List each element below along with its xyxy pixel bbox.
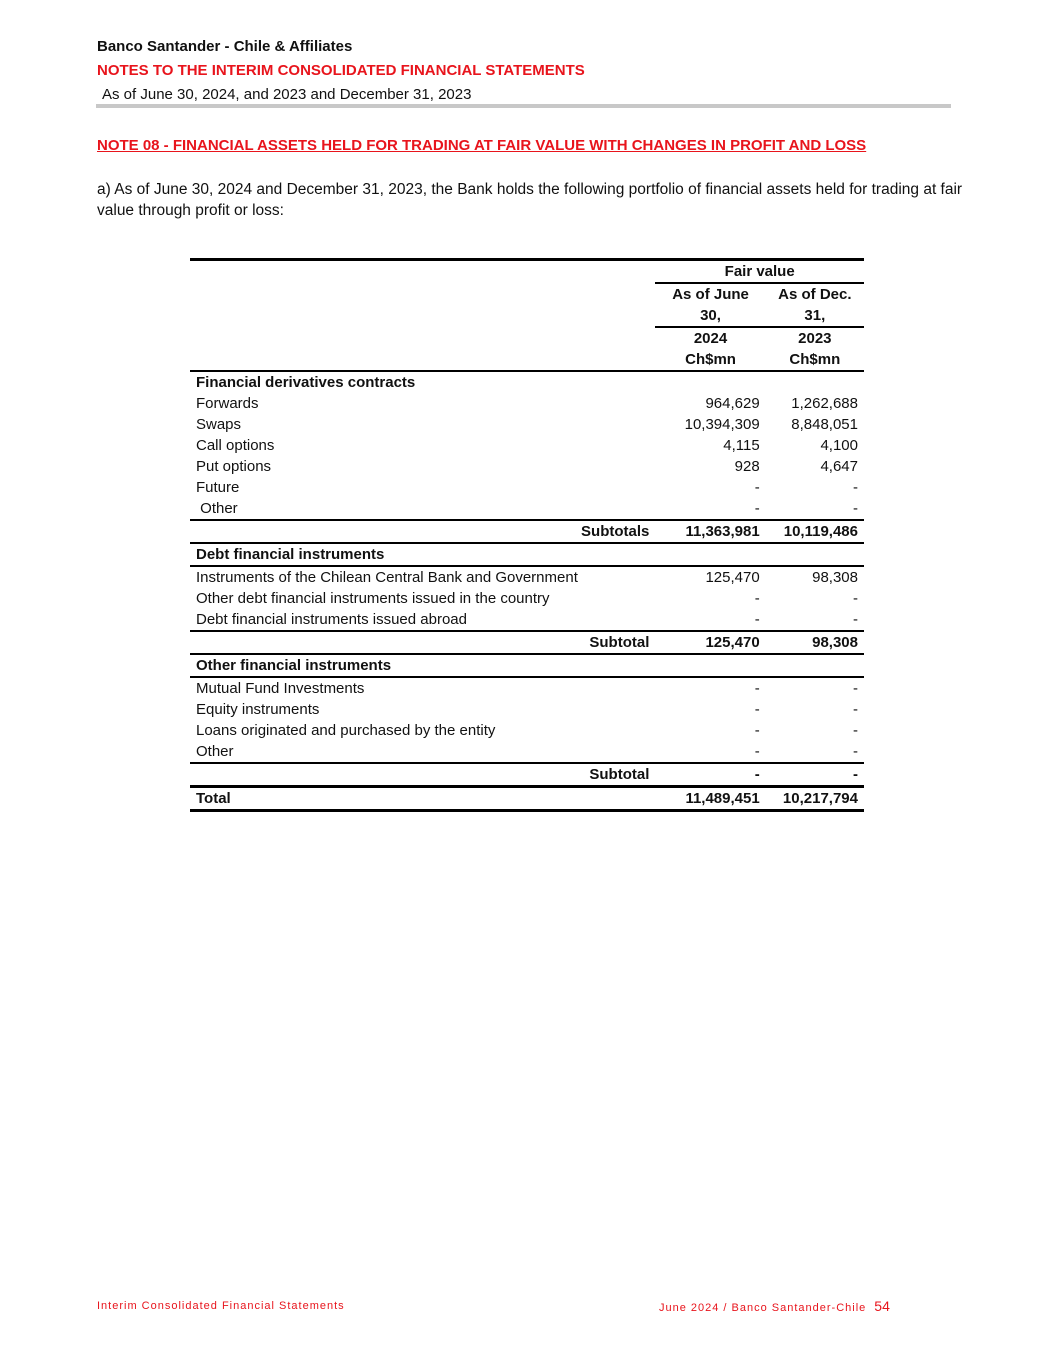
section-title-row [190,371,864,393]
footer-document-title: Interim Consolidated Financial Statements [97,1300,345,1312]
subtotal-label: Subtotals [190,520,655,543]
section-title: Debt financial instruments [190,543,864,566]
row-value-2023: - [853,611,858,628]
col1-unit: Ch$mn [655,349,765,371]
subtotal-label: Subtotal [190,763,655,787]
row-value-2023: 4,100 [820,437,858,454]
row-label: Mutual Fund Investments [196,680,365,697]
fair-value-header: Fair value [655,260,864,284]
table-row [190,677,864,699]
row-label: Other debt financial instruments issued in the country [196,590,550,607]
row-label: Loans originated and purchased by the entity [196,722,496,739]
notes-title: NOTES TO THE INTERIM CONSOLIDATED FINANCIAL STATEMENTS [97,62,585,79]
subtotal-value-2024: 125,470 [655,631,765,654]
row-value-2024: 928 [734,458,760,475]
total-row [190,787,864,811]
row-label: Swaps [196,416,242,433]
row-value-2023: 1,262,688 [791,395,858,412]
row-value-2023: - [853,701,858,718]
subtotal-label: Subtotal [190,631,655,654]
subtotal-row [190,763,864,787]
footer-publication [659,1298,890,1314]
section-title: Other financial instruments [190,654,864,677]
subtotal-value-2023: - [766,763,864,787]
row-value-2024: 10,394,309 [684,416,760,433]
col1-header-line2: 30, [655,305,765,327]
subtotal-value-2024: - [655,763,765,787]
row-value-2024: - [754,590,760,607]
row-label: Other [196,743,234,760]
table-row [190,741,864,763]
column-header-row-4 [190,349,864,371]
subtotal-value-2023: 98,308 [766,631,864,654]
row-value-2023: - [853,722,858,739]
section-title: Financial derivatives contracts [196,374,416,391]
section-title-row [190,654,864,677]
column-header-row-2 [190,305,864,327]
total-value-2023: 10,217,794 [766,787,864,811]
row-value-2024: - [754,611,760,628]
row-label: Call options [196,437,275,454]
col2-header-line2: 31, [766,305,864,327]
row-label: Debt financial instruments issued abroad [196,611,467,628]
col2-unit: Ch$mn [766,349,864,371]
footer-publication-text: June 2024 / Banco Santander-Chile [659,1302,867,1314]
column-header-row-1 [190,283,864,305]
row-value-2023: - [853,743,858,760]
row-label: Other [196,500,238,517]
as-of-date: As of June 30, 2024, and 2023 and December 31, 2023 [102,86,472,103]
col1-header-line1: As of June [672,286,749,303]
row-value-2023: - [853,680,858,697]
table-row [190,435,864,456]
row-value-2023: - [853,479,858,496]
col1-year: 2024 [693,330,728,347]
row-value-2024: - [754,500,760,517]
table-group-header-row [190,260,864,284]
document-header [97,36,952,106]
subtotal-row [190,520,864,543]
table-row [190,699,864,720]
table-row [190,498,864,520]
financial-assets-table [190,258,864,812]
row-value-2023: 8,848,051 [791,416,858,433]
column-header-row-3 [190,327,864,349]
row-value-2024: - [754,743,760,760]
row-value-2024: 964,629 [705,395,760,412]
subtotal-value-2024: 11,363,981 [655,520,765,543]
row-value-2024: - [754,722,760,739]
row-value-2023: - [853,500,858,517]
row-label: Equity instruments [196,701,320,718]
table-row [190,588,864,609]
row-value-2024: 4,115 [723,437,760,454]
row-value-2023: 4,647 [820,458,858,475]
col2-header-line1: As of Dec. [778,286,852,303]
section-title-row [190,543,864,566]
row-label: Forwards [196,395,259,412]
subtotal-row [190,631,864,654]
row-label: Put options [196,458,272,475]
header-divider [96,104,951,108]
row-value-2023: - [853,590,858,607]
row-value-2023: 98,308 [812,569,858,586]
total-label: Total [190,787,655,811]
row-value-2024: - [754,479,760,496]
note-intro: a) As of June 30, 2024 and December 31, 2023, the Bank holds the following portfolio of financial assets held for trading at fair value through profit or loss: [97,181,963,219]
row-value-2024: 125,470 [705,569,760,586]
table-row [190,393,864,414]
total-value-2024: 11,489,451 [655,787,765,811]
note-heading: NOTE 08 - FINANCIAL ASSETS HELD FOR TRADING AT FAIR VALUE WITH CHANGES IN PROFIT AND LOSS [97,137,867,154]
table-row [190,477,864,498]
table-row [190,566,864,588]
table-row [190,720,864,741]
table-row [190,456,864,477]
row-label: Future [196,479,240,496]
table-row [190,609,864,631]
company-name: Banco Santander - Chile & Affiliates [97,38,353,55]
table-row [190,414,864,435]
col2-year: 2023 [798,330,832,347]
page-number: 54 [874,1298,890,1314]
row-value-2024: - [754,701,760,718]
row-label: Instruments of the Chilean Central Bank and Government [196,569,578,586]
subtotal-value-2023: 10,119,486 [766,520,864,543]
row-value-2024: - [754,680,760,697]
